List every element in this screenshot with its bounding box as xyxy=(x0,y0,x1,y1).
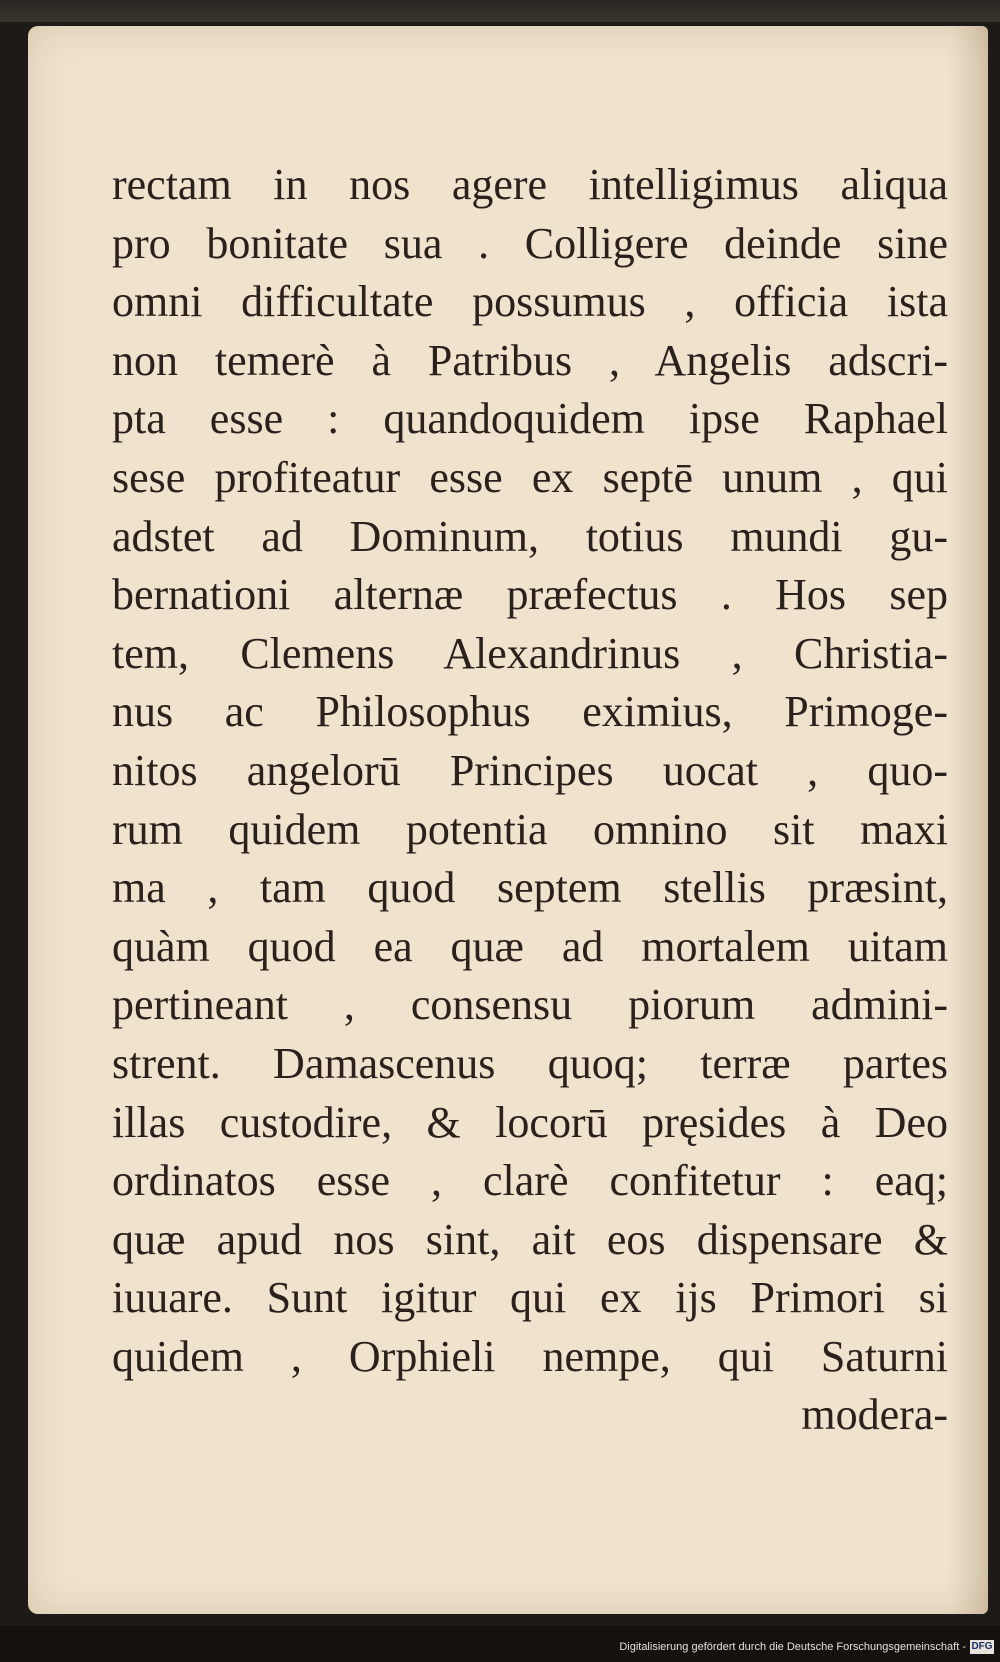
text-line: rum quidem potentia omnino sit maxi xyxy=(112,804,948,854)
dfg-logo: DFG xyxy=(971,1641,993,1652)
catchword: modera- xyxy=(801,1390,948,1440)
text-line: illas custodire, & locorū pręsides à Deo xyxy=(112,1097,948,1147)
text-line: rectam in nos agere intelligimus aliqua xyxy=(112,160,948,209)
text-line: nitos angelorū Principes uocat , quo- xyxy=(112,745,948,795)
text-line: nus ac Philosophus eximius, Primoge- xyxy=(112,687,948,737)
text-line: strent. Damascenus quoq; terræ partes xyxy=(112,1038,948,1088)
text-line: ordinatos esse , clarè confitetur : eaq; xyxy=(112,1156,948,1206)
text-line: pta esse : quandoquidem ipse Raphael xyxy=(112,394,948,444)
text-line: adstet ad Dominum, totius mundi gu- xyxy=(112,511,948,561)
text-line: pro bonitate sua . Colligere deinde sine xyxy=(112,218,948,268)
funding-credit: Digitalisierung gefördert durch die Deutsche Forschungsgemeinschaft - xyxy=(619,1641,966,1653)
text-line: tem, Clemens Alexandrinus , Christia- xyxy=(112,628,948,678)
page-text-block xyxy=(112,156,948,1445)
book-page xyxy=(28,26,988,1614)
text-line: quæ apud nos sint, ait eos dispensare & xyxy=(112,1214,948,1264)
text-line: pertineant , consensu piorum admini- xyxy=(112,980,948,1030)
text-line: sese profiteatur esse ex septē unum , qui xyxy=(112,452,948,502)
text-line: iuuare. Sunt igitur qui ex ijs Primori si xyxy=(112,1273,948,1323)
text-line: non temerè à Patribus , Angelis adscri- xyxy=(112,335,948,385)
text-line: quàm quod ea quæ ad mortalem uitam xyxy=(112,921,948,971)
text-line: quidem , Orphieli nempe, qui Saturni xyxy=(112,1331,948,1381)
text-line: bernationi alternæ præfectus . Hos sep xyxy=(112,570,948,620)
digitization-footer xyxy=(0,1626,1000,1662)
scan-top-edge xyxy=(0,0,1000,22)
text-line: omni difficultate possumus , officia ista xyxy=(112,277,948,327)
text-line: ma , tam quod septem stellis præsint, xyxy=(112,863,948,913)
